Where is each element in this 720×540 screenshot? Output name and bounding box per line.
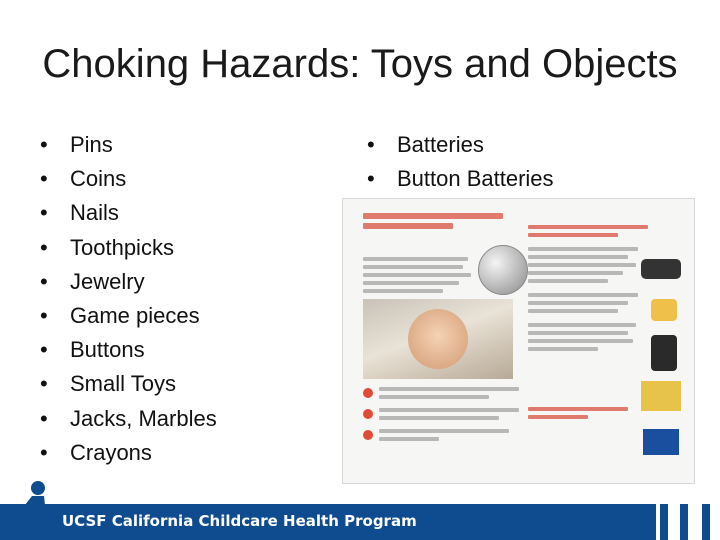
- step-marker-icon: [363, 409, 373, 419]
- bullet-icon: •: [40, 200, 48, 226]
- bullet-icon: •: [40, 302, 48, 328]
- bullet-icon: •: [40, 337, 48, 363]
- list-item: • Crayons: [40, 436, 217, 470]
- bullet-icon: •: [40, 268, 48, 294]
- bullet-icon: •: [367, 166, 375, 192]
- infographic-heading-placeholder: [363, 213, 513, 233]
- list-item: • Jewelry: [40, 265, 217, 299]
- list-item: • Toothpicks: [40, 231, 217, 265]
- candle-icon: [651, 299, 677, 321]
- step-marker-icon: [363, 388, 373, 398]
- list-item: • Batteries: [367, 128, 554, 162]
- bullet-icon: •: [40, 166, 48, 192]
- running-child-logo-icon: [14, 480, 56, 540]
- child-face-icon: [408, 309, 468, 369]
- slide-title: Choking Hazards: Toys and Objects: [42, 42, 678, 86]
- battery-safety-infographic: [342, 198, 695, 484]
- list-item: • Game pieces: [40, 299, 217, 333]
- list-item: • Buttons: [40, 333, 217, 367]
- bullet-icon: •: [367, 132, 375, 157]
- list-item: • Small Toys: [40, 367, 217, 401]
- list-item: • Nails: [40, 196, 217, 230]
- child-photo: [363, 299, 513, 379]
- list-item: • Button Batteries: [367, 162, 554, 196]
- infographic-text-block: [528, 225, 668, 355]
- list-item: • Coins: [40, 162, 217, 196]
- footer-stripes: [648, 504, 720, 540]
- right-bullet-list: [367, 128, 554, 196]
- infographic-text-block: [363, 257, 473, 297]
- hotline-block: [528, 407, 628, 423]
- bullet-icon: •: [40, 371, 48, 397]
- bullet-icon: •: [40, 132, 48, 157]
- safe-kids-logo-icon: [643, 429, 679, 455]
- footer-program-name: UCSF California Childcare Health Program: [62, 512, 417, 530]
- left-bullet-list: [40, 128, 217, 470]
- bullet-icon: •: [40, 234, 48, 260]
- list-item: • Jacks, Marbles: [40, 402, 217, 436]
- bullet-icon: •: [40, 439, 48, 465]
- car-keys-icon: [641, 259, 681, 279]
- button-battery-icon: [478, 245, 528, 295]
- step-marker-icon: [363, 430, 373, 440]
- bullet-icon: •: [40, 405, 48, 431]
- remote-control-icon: [651, 335, 677, 371]
- infographic-steps: [363, 387, 523, 450]
- list-item: • Pins: [40, 128, 217, 162]
- book-icon: [641, 381, 681, 411]
